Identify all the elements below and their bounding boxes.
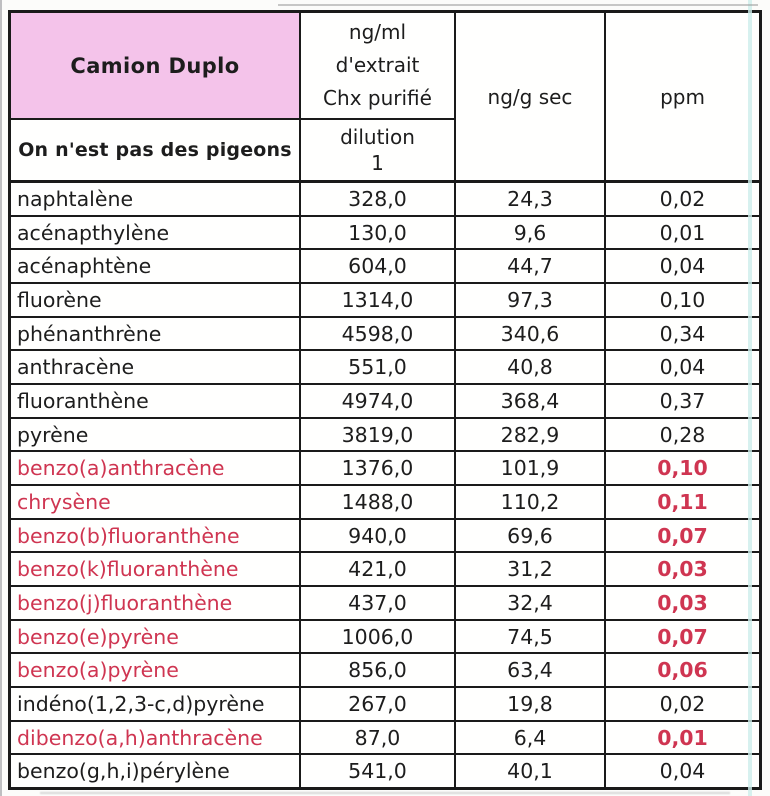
table-row xyxy=(11,385,759,419)
table-row xyxy=(11,587,759,621)
ng-ml-value-cell: 1376,0 xyxy=(301,452,456,484)
ng-g-sec-value-cell: 6,4 xyxy=(456,722,606,754)
ppm-value-cell: 0,10 xyxy=(659,287,706,312)
table-row xyxy=(11,217,759,251)
ppm-value-cell: 0,04 xyxy=(659,759,706,784)
ng-ml-value-cell: 4598,0 xyxy=(301,318,456,350)
scan-edge-artifact-top xyxy=(278,4,758,6)
ng-g-sec-value-cell: 97,3 xyxy=(456,284,606,316)
scan-edge-artifact-bottom xyxy=(40,792,730,794)
dilution-label: dilution xyxy=(340,125,415,149)
ng-ml-value-cell: 87,0 xyxy=(301,722,456,754)
sample-subtitle-cell: On n'est pas des pigeons xyxy=(11,120,301,180)
compound-name-cell: phénanthrène xyxy=(11,318,301,350)
dilution-header-cell xyxy=(301,120,456,180)
ppm-value-cell: 0,02 xyxy=(659,186,706,211)
ng-ml-value-cell: 437,0 xyxy=(301,587,456,619)
ng-g-sec-value-cell: 74,5 xyxy=(456,621,606,653)
ppm-value-cell: 0,03 xyxy=(657,557,708,582)
table-row xyxy=(11,419,759,453)
extract-unit-line1: ng/ml xyxy=(348,20,407,44)
table-row xyxy=(11,654,759,688)
ng-g-sec-value-cell: 101,9 xyxy=(456,452,606,484)
table-body xyxy=(11,183,759,787)
ng-ml-value-cell: 541,0 xyxy=(301,755,456,787)
compound-name-cell: benzo(b)fluoranthène xyxy=(11,520,301,552)
ng-ml-value-cell: 940,0 xyxy=(301,520,456,552)
compound-name-cell: benzo(a)anthracène xyxy=(11,452,301,484)
ng-ml-value-cell: 1488,0 xyxy=(301,486,456,518)
table-row xyxy=(11,452,759,486)
ng-g-sec-value-cell: 40,8 xyxy=(456,351,606,383)
compound-name-cell: benzo(a)pyrène xyxy=(11,654,301,686)
ng-g-sec-value-cell: 19,8 xyxy=(456,688,606,720)
ng-g-sec-value-cell: 340,6 xyxy=(456,318,606,350)
table-row xyxy=(11,351,759,385)
sample-title-cell: Camion Duplo xyxy=(11,13,301,120)
dilution-number: 1 xyxy=(371,151,384,175)
table-row xyxy=(11,621,759,655)
ppm-value-cell: 0,34 xyxy=(659,321,706,346)
compound-name-cell: chrysène xyxy=(11,486,301,518)
column-header-ppm: ppm xyxy=(660,84,705,109)
ppm-value-cell: 0,10 xyxy=(657,456,708,481)
compound-name-cell: benzo(j)fluoranthène xyxy=(11,587,301,619)
ppm-value-cell: 0,03 xyxy=(657,590,708,615)
compound-name-cell: fluorène xyxy=(11,284,301,316)
table-row xyxy=(11,250,759,284)
ng-g-sec-value-cell: 31,2 xyxy=(456,553,606,585)
column-header-ng-g-sec: ng/g sec xyxy=(456,13,606,180)
ng-ml-value-cell: 4974,0 xyxy=(301,385,456,417)
ng-ml-value-cell: 328,0 xyxy=(301,183,456,215)
compound-name-cell: benzo(k)fluoranthène xyxy=(11,553,301,585)
ng-g-sec-value-cell: 69,6 xyxy=(456,520,606,552)
ng-g-sec-value-cell: 32,4 xyxy=(456,587,606,619)
compound-name-cell: benzo(e)pyrène xyxy=(11,621,301,653)
table-header xyxy=(11,13,759,183)
compound-name-cell: pyrène xyxy=(11,419,301,451)
ng-g-sec-value-cell: 9,6 xyxy=(456,217,606,249)
ppm-value-cell: 0,37 xyxy=(659,388,706,413)
ng-ml-value-cell: 604,0 xyxy=(301,250,456,282)
table-row xyxy=(11,520,759,554)
ng-ml-value-cell: 3819,0 xyxy=(301,419,456,451)
ppm-value-cell: 0,07 xyxy=(657,624,708,649)
compound-name-cell: anthracène xyxy=(11,351,301,383)
ng-g-sec-value-cell: 44,7 xyxy=(456,250,606,282)
table-row xyxy=(11,318,759,352)
ng-ml-value-cell: 130,0 xyxy=(301,217,456,249)
table-row xyxy=(11,722,759,756)
table-row xyxy=(11,183,759,217)
scan-line-artifact-cyan xyxy=(748,0,752,796)
ng-ml-value-cell: 551,0 xyxy=(301,351,456,383)
table-row xyxy=(11,553,759,587)
table-row xyxy=(11,486,759,520)
compound-name-cell: benzo(g,h,i)pérylène xyxy=(11,755,301,787)
ppm-value-cell: 0,04 xyxy=(659,355,706,380)
ppm-value-cell: 0,11 xyxy=(657,489,708,514)
ng-ml-value-cell: 1006,0 xyxy=(301,621,456,653)
ppm-value-cell: 0,01 xyxy=(659,220,706,245)
table-row xyxy=(11,284,759,318)
ng-g-sec-value-cell: 24,3 xyxy=(456,183,606,215)
ng-g-sec-value-cell: 368,4 xyxy=(456,385,606,417)
compound-name-cell: indéno(1,2,3-c,d)pyrène xyxy=(11,688,301,720)
ng-g-sec-value-cell: 282,9 xyxy=(456,419,606,451)
compound-name-cell: acénapthylène xyxy=(11,217,301,249)
ppm-value-cell: 0,04 xyxy=(659,254,706,279)
table-row xyxy=(11,755,759,787)
compound-name-cell: fluoranthène xyxy=(11,385,301,417)
extract-unit-line3: Chx purifié xyxy=(323,86,432,110)
compound-name-cell: acénaphtène xyxy=(11,250,301,282)
ng-g-sec-value-cell: 40,1 xyxy=(456,755,606,787)
ng-g-sec-value-cell: 110,2 xyxy=(456,486,606,518)
ppm-value-cell: 0,02 xyxy=(659,691,706,716)
analysis-results-table xyxy=(8,10,762,790)
ng-ml-value-cell: 267,0 xyxy=(301,688,456,720)
table-row xyxy=(11,688,759,722)
column-header-extract xyxy=(301,13,456,120)
compound-name-cell: dibenzo(a,h)anthracène xyxy=(11,722,301,754)
ppm-value-cell: 0,06 xyxy=(657,658,708,683)
ng-ml-value-cell: 1314,0 xyxy=(301,284,456,316)
extract-unit-line2: d'extrait xyxy=(335,53,420,77)
ppm-value-cell: 0,07 xyxy=(657,523,708,548)
ppm-value-cell: 0,28 xyxy=(659,422,706,447)
ng-g-sec-value-cell: 63,4 xyxy=(456,654,606,686)
ng-ml-value-cell: 856,0 xyxy=(301,654,456,686)
compound-name-cell: naphtalène xyxy=(11,183,301,215)
ppm-value-cell: 0,01 xyxy=(657,725,708,750)
scan-edge-artifact-left xyxy=(0,0,2,796)
ng-ml-value-cell: 421,0 xyxy=(301,553,456,585)
